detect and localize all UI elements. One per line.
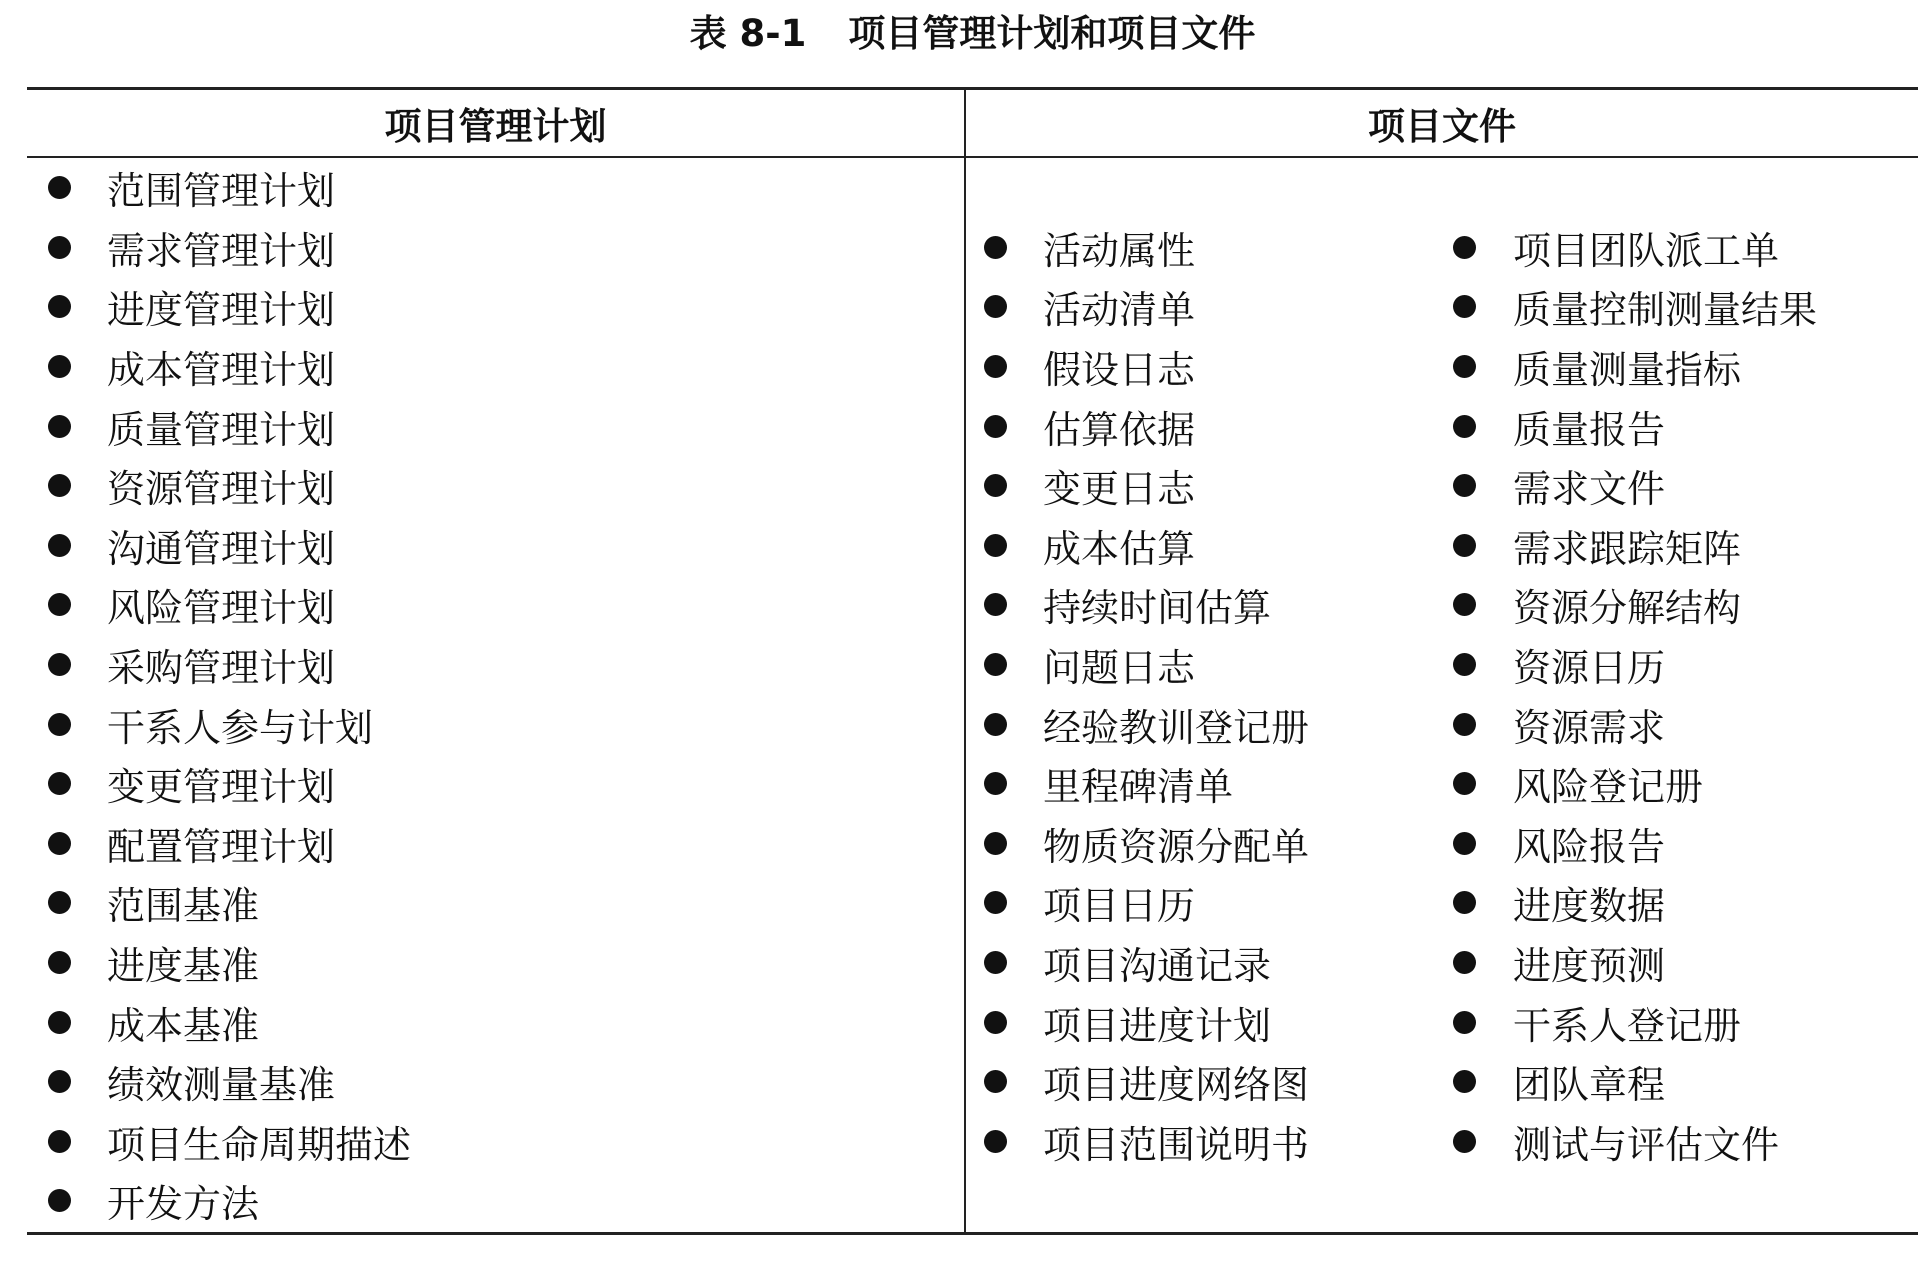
bullet-icon <box>48 1130 71 1153</box>
bullet-icon <box>984 832 1007 855</box>
list-item <box>1436 456 1918 516</box>
list-item-label: 假设日志 <box>1043 348 1196 393</box>
bullet-icon <box>984 1011 1007 1034</box>
list-item-label: 项目进度计划 <box>1043 1003 1272 1048</box>
bullet-icon <box>984 951 1007 974</box>
list-item <box>27 1052 964 1112</box>
bullet-icon <box>1453 772 1476 795</box>
bullet-icon <box>984 534 1007 557</box>
list-item-label: 资源管理计划 <box>107 467 336 512</box>
list-item-label: 进度数据 <box>1513 884 1666 929</box>
list-item <box>966 218 1436 278</box>
list-item <box>27 337 964 397</box>
bullet-icon <box>1453 1130 1476 1153</box>
list-item-label: 经验教训登记册 <box>1043 705 1310 750</box>
list-item <box>1436 694 1918 754</box>
list-item-label: 变更管理计划 <box>107 765 336 810</box>
list-item <box>966 1112 1436 1172</box>
bullet-icon <box>1453 891 1476 914</box>
list-item-label: 物质资源分配单 <box>1043 824 1310 869</box>
list-item <box>1436 516 1918 576</box>
bullet-icon <box>1453 1011 1476 1034</box>
documents-column-2 <box>1436 218 1918 1232</box>
list-item-label: 项目团队派工单 <box>1513 228 1780 273</box>
bullet-icon <box>1453 474 1476 497</box>
list-item-label: 问题日志 <box>1043 646 1196 691</box>
bullet-icon <box>984 474 1007 497</box>
list-item-label: 风险登记册 <box>1513 765 1704 810</box>
bullet-icon <box>48 772 71 795</box>
list-item-label: 质量管理计划 <box>107 407 336 452</box>
list-item-label: 干系人登记册 <box>1513 1003 1742 1048</box>
list-item <box>27 814 964 874</box>
list-item-label: 风险报告 <box>1513 824 1666 869</box>
list-item <box>966 814 1436 874</box>
bullet-icon <box>1453 534 1476 557</box>
list-item <box>27 516 964 576</box>
list-item-label: 项目沟通记录 <box>1043 944 1272 989</box>
list-item <box>27 158 964 218</box>
bullet-icon <box>48 1189 71 1212</box>
list-item <box>27 754 964 814</box>
list-item-label: 成本基准 <box>107 1003 260 1048</box>
bullet-icon <box>48 415 71 438</box>
list-item-label: 项目生命周期描述 <box>107 1122 412 1167</box>
header-project-documents: 项目文件 <box>966 90 1918 158</box>
list-item <box>27 218 964 278</box>
list-item <box>1436 277 1918 337</box>
list-item <box>27 933 964 993</box>
bullet-icon <box>1453 951 1476 974</box>
list-item-label: 项目范围说明书 <box>1043 1122 1310 1167</box>
bullet-icon <box>48 295 71 318</box>
list-item-label: 质量测量指标 <box>1513 348 1742 393</box>
list-item <box>1436 992 1918 1052</box>
list-item <box>966 277 1436 337</box>
bullet-icon <box>1453 236 1476 259</box>
bullet-icon <box>48 891 71 914</box>
list-item-label: 进度基准 <box>107 944 260 989</box>
documents-list <box>966 158 1918 1232</box>
bullet-icon <box>984 772 1007 795</box>
list-item <box>966 516 1436 576</box>
list-item-label: 变更日志 <box>1043 467 1196 512</box>
list-item <box>1436 933 1918 993</box>
list-item <box>27 277 964 337</box>
list-item <box>1436 635 1918 695</box>
list-item <box>1436 754 1918 814</box>
list-item <box>1436 873 1918 933</box>
list-item <box>966 933 1436 993</box>
bullet-icon <box>984 1130 1007 1153</box>
bullet-icon <box>48 713 71 736</box>
list-item <box>1436 814 1918 874</box>
list-item-label: 成本估算 <box>1043 526 1196 571</box>
list-item-label: 风险管理计划 <box>107 586 336 631</box>
bullet-icon <box>1453 295 1476 318</box>
list-item <box>27 1171 964 1231</box>
list-item-label: 里程碑清单 <box>1043 765 1234 810</box>
bullet-icon <box>984 713 1007 736</box>
bullet-icon <box>1453 653 1476 676</box>
list-item-label: 采购管理计划 <box>107 646 336 691</box>
list-item <box>966 396 1436 456</box>
list-item <box>27 992 964 1052</box>
plan-documents-table <box>27 87 1918 1235</box>
table-number: 表 8-1 <box>689 12 807 55</box>
bullet-icon <box>984 236 1007 259</box>
list-item-label: 项目日历 <box>1043 884 1196 929</box>
list-item <box>966 1052 1436 1112</box>
list-item-label: 资源日历 <box>1513 646 1666 691</box>
list-item <box>966 635 1436 695</box>
list-item-label: 范围管理计划 <box>107 169 336 214</box>
bullet-icon <box>984 653 1007 676</box>
list-item-label: 需求文件 <box>1513 467 1666 512</box>
list-item <box>1436 1112 1918 1172</box>
list-item-label: 配置管理计划 <box>107 824 336 869</box>
plan-items-list <box>27 158 966 1232</box>
list-item <box>966 337 1436 397</box>
list-item-label: 需求管理计划 <box>107 228 336 273</box>
table-title: 项目管理计划和项目文件 <box>848 12 1256 55</box>
list-item-label: 质量报告 <box>1513 407 1666 452</box>
list-item <box>1436 1052 1918 1112</box>
documents-column-1 <box>966 218 1436 1232</box>
list-item <box>966 575 1436 635</box>
list-item <box>1436 396 1918 456</box>
list-item <box>27 873 964 933</box>
bullet-icon <box>1453 415 1476 438</box>
list-item <box>27 1112 964 1172</box>
bullet-icon <box>48 1070 71 1093</box>
list-item-label: 沟通管理计划 <box>107 526 336 571</box>
bullet-icon <box>48 951 71 974</box>
list-item-label: 资源需求 <box>1513 705 1666 750</box>
bullet-icon <box>984 891 1007 914</box>
list-item-label: 范围基准 <box>107 884 260 929</box>
bullet-icon <box>984 355 1007 378</box>
bullet-icon <box>1453 713 1476 736</box>
bullet-icon <box>48 832 71 855</box>
list-item-label: 需求跟踪矩阵 <box>1513 526 1742 571</box>
list-item <box>966 754 1436 814</box>
list-item-label: 资源分解结构 <box>1513 586 1742 631</box>
bullet-icon <box>48 474 71 497</box>
list-item-label: 质量控制测量结果 <box>1513 288 1818 333</box>
bullet-icon <box>48 176 71 199</box>
list-item-label: 活动清单 <box>1043 288 1196 333</box>
bullet-icon <box>984 295 1007 318</box>
list-item-label: 进度预测 <box>1513 944 1666 989</box>
bullet-icon <box>1453 593 1476 616</box>
list-item <box>27 456 964 516</box>
header-project-management-plan: 项目管理计划 <box>27 90 966 158</box>
bullet-icon <box>48 1011 71 1034</box>
list-item-label: 项目进度网络图 <box>1043 1063 1310 1108</box>
list-item-label: 活动属性 <box>1043 228 1196 273</box>
bullet-icon <box>984 593 1007 616</box>
table-caption <box>27 12 1918 56</box>
list-item-label: 估算依据 <box>1043 407 1196 452</box>
bullet-icon <box>1453 1070 1476 1093</box>
bullet-icon <box>48 534 71 557</box>
list-item-label: 开发方法 <box>107 1182 260 1227</box>
list-item-label: 测试与评估文件 <box>1513 1122 1780 1167</box>
bullet-icon <box>48 593 71 616</box>
list-item-label: 团队章程 <box>1513 1063 1666 1108</box>
bullet-icon <box>48 236 71 259</box>
list-item-label: 干系人参与计划 <box>107 705 374 750</box>
bullet-icon <box>48 355 71 378</box>
list-item <box>27 694 964 754</box>
list-item-label: 进度管理计划 <box>107 288 336 333</box>
bullet-icon <box>1453 355 1476 378</box>
list-item <box>966 873 1436 933</box>
list-item-label: 成本管理计划 <box>107 348 336 393</box>
list-item <box>1436 337 1918 397</box>
list-item <box>27 396 964 456</box>
list-item <box>966 694 1436 754</box>
list-item-label: 持续时间估算 <box>1043 586 1272 631</box>
list-item <box>27 635 964 695</box>
list-item-label: 绩效测量基准 <box>107 1063 336 1108</box>
list-item <box>966 456 1436 516</box>
list-item <box>1436 218 1918 278</box>
bullet-icon <box>984 415 1007 438</box>
bullet-icon <box>984 1070 1007 1093</box>
list-item <box>1436 575 1918 635</box>
bullet-icon <box>48 653 71 676</box>
list-item <box>966 992 1436 1052</box>
bullet-icon <box>1453 832 1476 855</box>
list-item <box>27 575 964 635</box>
